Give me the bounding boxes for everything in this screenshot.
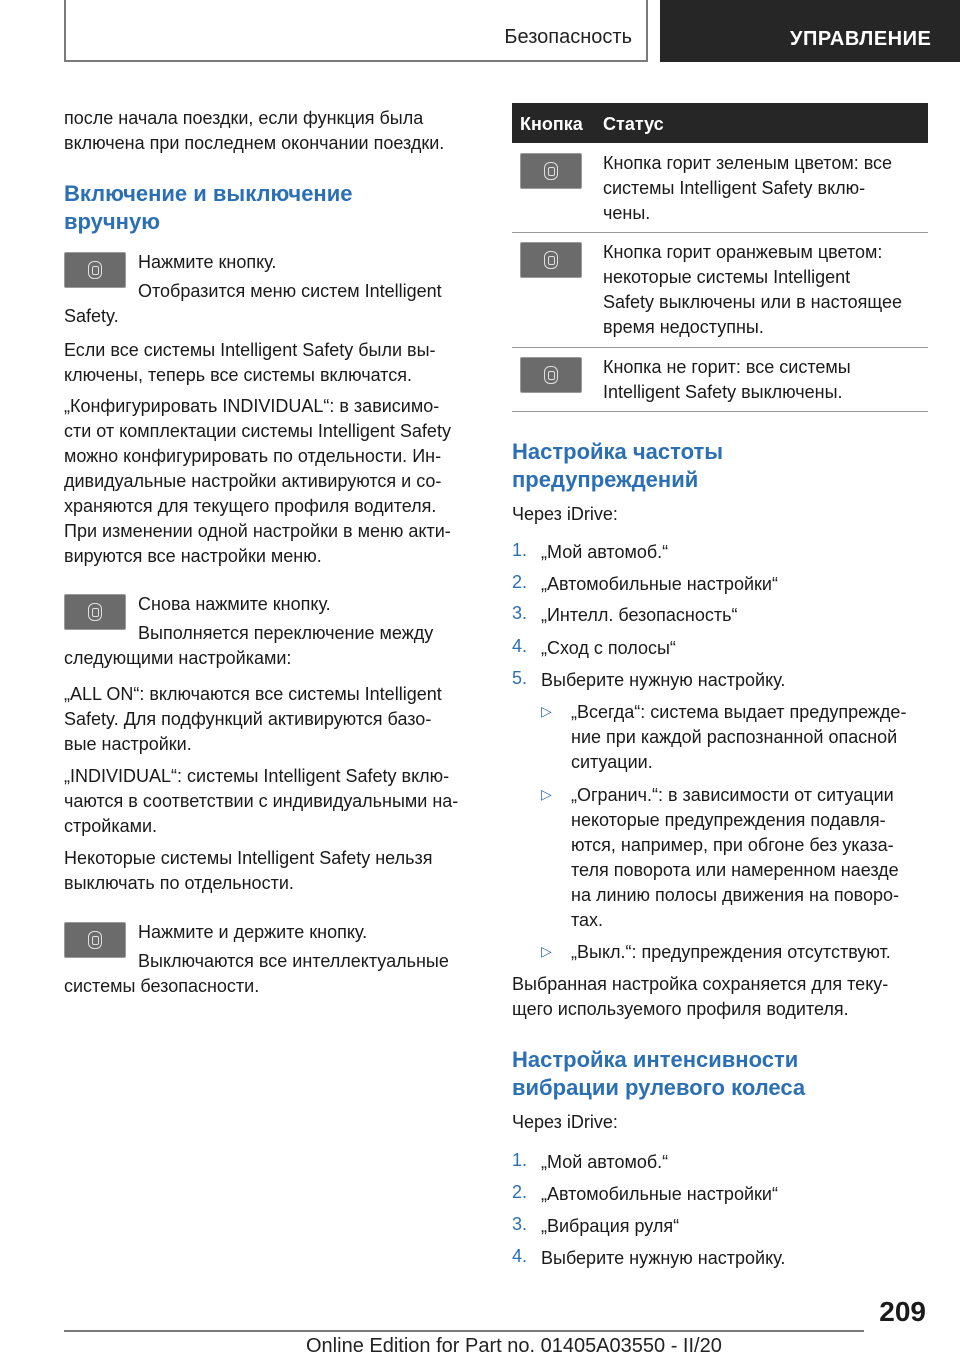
via-idrive-label: Через iDrive: — [512, 1112, 618, 1132]
triangle-bullet-icon: ▷ — [541, 786, 552, 802]
table-row-status: Кнопка не горит: все системы Intelligent Safety выключены. — [603, 357, 851, 402]
list-item: 4. Выберите нужную настройку. — [512, 1246, 786, 1268]
all-on-paragraph: „ALL ON“: включаются все системы Intelligent Safety. Для подфункций активируются базо- вые настройки. — [64, 684, 442, 754]
table-col-button: Кнопка — [520, 114, 583, 134]
header-section-title: Безопасность — [504, 26, 632, 48]
section-heading-vibration: Настройка интенсивности вибрации рулевого колеса — [512, 1047, 806, 1100]
intelligent-safety-button-icon — [64, 922, 126, 958]
individual-paragraph: „INDIVIDUAL“: системы Intelligent Safety вклю- чаются в соответствии с индивидуальными на- стройками. — [64, 766, 459, 836]
table-row-status: Кнопка горит оранжевым цветом: некоторые системы Intelligent Safety выключены или в настоящее время недоступны. — [603, 242, 903, 337]
button-orange-icon — [520, 242, 582, 278]
table-row — [520, 153, 582, 194]
triangle-bullet-icon: ▷ — [541, 703, 552, 719]
list-item: 4. „Сход с полосы“ — [512, 636, 676, 658]
status-table-header — [512, 103, 928, 143]
intro-paragraph: после начала поездки, если функция была включена при последнем окончании поездки. — [64, 108, 445, 153]
header-section-box — [64, 0, 648, 62]
option-always: ▷ „Всегда“: система выдает предупрежде- ние при каждой распознанной опасной ситуации. — [541, 702, 907, 772]
intelligent-safety-button-icon — [64, 252, 126, 288]
list-item: 5. Выберите нужную настройку. — [512, 668, 786, 690]
option-off: ▷ „Выкл.“: предупреждения отсутствуют. — [541, 942, 891, 962]
all-off-paragraph: Если все системы Intelligent Safety были вы- ключены, теперь все системы включатся. — [64, 340, 436, 385]
intelligent-safety-button-icon — [64, 594, 126, 630]
footer-edition: Online Edition for Part no. 01405A03550 - II/20 — [306, 1335, 722, 1357]
via-idrive-label: Через iDrive: — [512, 504, 618, 524]
header-chapter-box — [660, 0, 960, 62]
list-item: 1. „Мой автомоб.“ — [512, 540, 669, 562]
press-button-block: Нажмите кнопку. Отобразится меню систем Intelligent Safety. — [64, 252, 442, 326]
table-divider — [512, 347, 928, 348]
individual-config-paragraph: „Конфигурировать INDIVIDUAL“: в зависимо- сти от комплектации системы Intelligent Safety можно конфигурировать по отдельности. Ин- дивидуальные настройки активируются и со- храняются для текущего профиля водителя. При изменении одной настройки в меню акти- вируются все настройки меню. — [64, 396, 451, 566]
list-item: 2. „Автомобильные настройки“ — [512, 572, 778, 594]
saved-setting-paragraph: Выбранная настройка сохраняется для теку- щего используемого профиля водителя. — [512, 974, 889, 1019]
button-off-icon — [520, 357, 582, 393]
list-item: 3. „Интелл. безопасность“ — [512, 603, 738, 625]
press-again-block: Снова нажмите кнопку. Выполняется переключение между следующими настройками: — [64, 594, 434, 668]
footer-divider — [64, 1330, 864, 1332]
table-row — [520, 242, 582, 283]
section-heading-manual: Включение и выключение вручную — [64, 181, 353, 234]
page-number: 209 — [879, 1296, 926, 1327]
button-green-icon — [520, 153, 582, 189]
list-item: 2. „Автомобильные настройки“ — [512, 1182, 778, 1204]
section-heading-warning-frequency: Настройка частоты предупреждений — [512, 439, 724, 492]
option-limited: ▷ „Огранич.“: в зависимости от ситуации некоторые предупреждения подавля- ются, например, при обгоне без указа- теля поворота или намеренном наезде на линию полосы движения на поворо- тах. — [541, 785, 900, 930]
press-hold-block: Нажмите и держите кнопку. Выключаются все интеллектуальные системы безопасности. — [64, 922, 449, 996]
triangle-bullet-icon: ▷ — [541, 943, 552, 959]
header-chapter-title: УПРАВЛЕНИЕ — [790, 28, 932, 50]
cannot-disable-paragraph: Некоторые системы Intelligent Safety нельзя выключать по отдельности. — [64, 848, 433, 893]
table-row — [520, 357, 582, 398]
table-row-status: Кнопка горит зеленым цветом: все системы Intelligent Safety вклю- чены. — [603, 153, 893, 223]
table-divider — [512, 232, 928, 233]
table-divider — [512, 411, 928, 412]
table-col-status: Статус — [603, 114, 664, 134]
list-item: 1. „Мой автомоб.“ — [512, 1150, 669, 1172]
list-item: 3. „Вибрация руля“ — [512, 1214, 680, 1236]
